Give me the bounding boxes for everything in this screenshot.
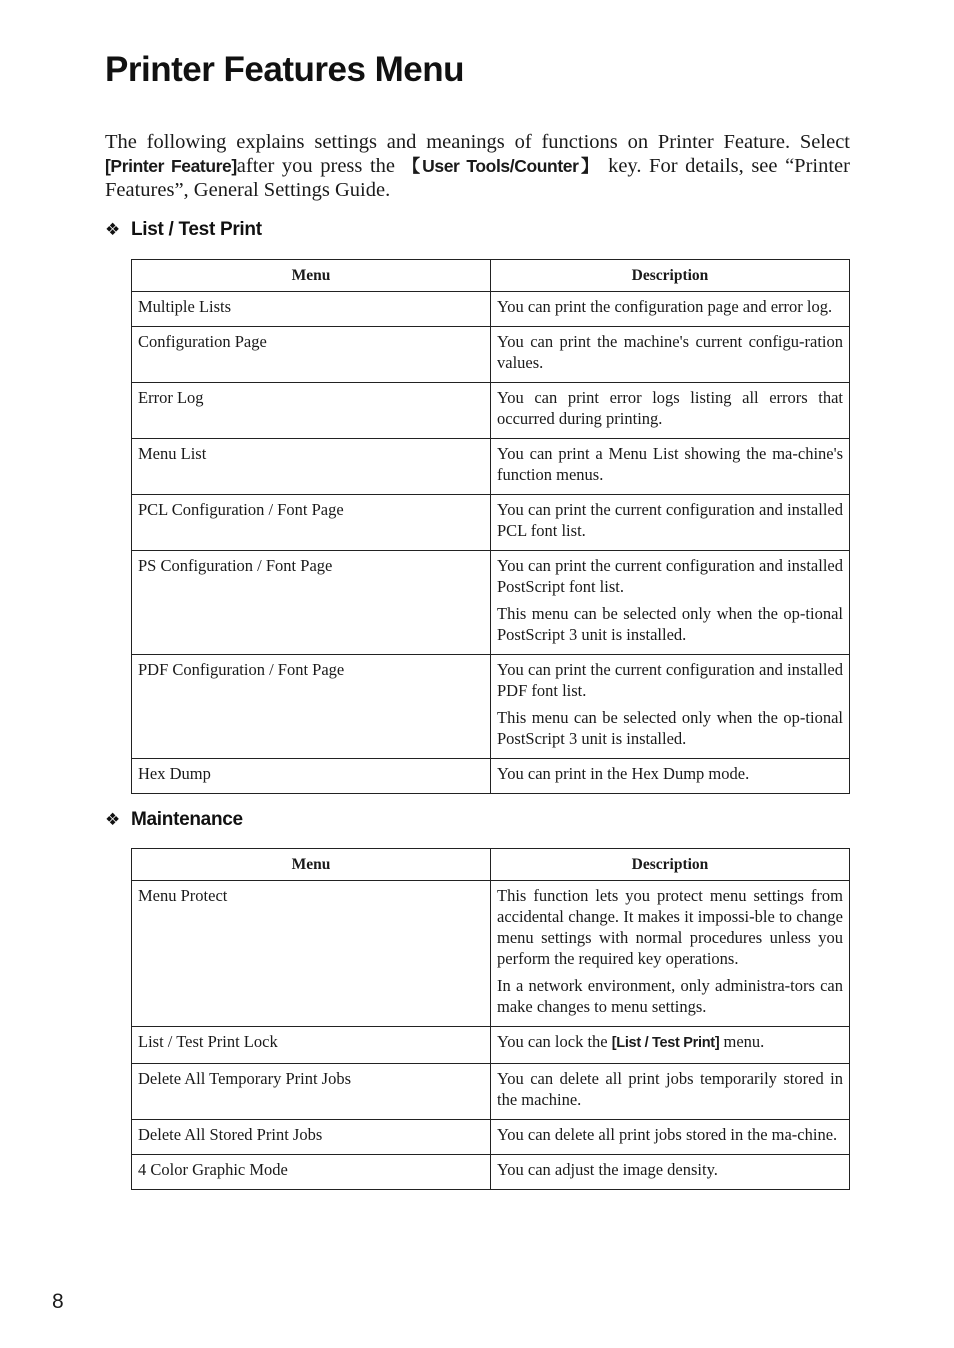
intro-text-1: The following explains settings and meanings of functions on Printer Feature. Select	[105, 131, 850, 153]
description-text: You can adjust the image density.	[497, 1160, 718, 1179]
section-heading-maintenance	[105, 809, 243, 831]
column-header-menu: Menu	[132, 849, 491, 881]
description-cell	[491, 1064, 850, 1120]
description-text: You can print a Menu List showing the ma-chine's function menus.	[497, 444, 843, 484]
section-heading-label: Maintenance	[131, 809, 243, 830]
menu-cell: PCL Configuration / Font Page	[132, 495, 491, 551]
description-text: This function lets you protect menu settings from accidental change. It makes it impossi-ble to change menu settings with normal procedures unless you perform the required key operations.	[497, 886, 843, 968]
description-text: You can print the current configuration and installed PDF font list.	[497, 660, 843, 700]
page-number: 8	[52, 1290, 64, 1313]
description-text: You can delete all print jobs stored in the ma-chine.	[497, 1125, 838, 1144]
column-header-description: Description	[491, 260, 850, 292]
description-cell	[491, 1120, 850, 1155]
table-row	[132, 1064, 850, 1120]
description-text: You can print the current configuration and installed PostScript font list.	[497, 556, 843, 596]
printer-feature-key-label: [Printer Feature]	[105, 156, 237, 176]
table-row	[132, 881, 850, 1027]
user-tools-counter-key-label: 【User Tools/Counter】	[402, 156, 601, 176]
description-text	[497, 1031, 843, 1054]
table-header-row	[132, 849, 850, 881]
description-text: You can print the configuration page and error log.	[497, 297, 833, 316]
menu-cell: Delete All Temporary Print Jobs	[132, 1064, 491, 1120]
description-cell	[491, 1027, 850, 1064]
description-cell	[491, 383, 850, 439]
list-test-print-key-label: [List / Test Print]	[611, 1035, 720, 1051]
column-header-menu: Menu	[132, 260, 491, 292]
description-cell	[491, 327, 850, 383]
menu-cell: PS Configuration / Font Page	[132, 551, 491, 655]
intro-paragraph	[105, 130, 850, 202]
menu-cell: 4 Color Graphic Mode	[132, 1155, 491, 1190]
column-header-description: Description	[491, 849, 850, 881]
menu-cell: Delete All Stored Print Jobs	[132, 1120, 491, 1155]
table-row	[132, 292, 850, 327]
section-heading-label: List / Test Print	[131, 219, 262, 240]
table-row	[132, 439, 850, 495]
description-text: You can print in the Hex Dump mode.	[497, 764, 750, 783]
description-cell	[491, 551, 850, 655]
description-cell	[491, 881, 850, 1027]
description-cell	[491, 655, 850, 759]
table-row	[132, 1120, 850, 1155]
menu-cell: List / Test Print Lock	[132, 1027, 491, 1064]
description-text: You can print the current configuration and installed PCL font list.	[497, 500, 843, 540]
table-row	[132, 1027, 850, 1064]
table-row	[132, 383, 850, 439]
intro-text-3: key. For details, see “Printer Features”, General Settings Guide.	[105, 155, 850, 201]
table-header-row	[132, 260, 850, 292]
description-note: In a network environment, only administra-tors can make changes to menu settings.	[497, 976, 843, 1016]
list-test-print-table	[131, 259, 850, 794]
description-note: This menu can be selected only when the op-tional PostScript 3 unit is installed.	[497, 604, 843, 644]
table-row	[132, 655, 850, 759]
description-cell	[491, 759, 850, 794]
description-note: This menu can be selected only when the op-tional PostScript 3 unit is installed.	[497, 708, 843, 748]
menu-cell: Menu List	[132, 439, 491, 495]
table-row	[132, 759, 850, 794]
menu-cell: Error Log	[132, 383, 491, 439]
diamond-bullet-icon: ❖	[105, 220, 120, 239]
intro-text-2: after you press the	[236, 155, 403, 177]
table-row	[132, 1155, 850, 1190]
description-cell	[491, 439, 850, 495]
description-text-post: menu.	[719, 1032, 765, 1051]
menu-cell: PDF Configuration / Font Page	[132, 655, 491, 759]
description-text: You can delete all print jobs temporarily stored in the machine.	[497, 1069, 843, 1109]
menu-cell: Multiple Lists	[132, 292, 491, 327]
table-row	[132, 551, 850, 655]
menu-cell: Menu Protect	[132, 881, 491, 1027]
section-heading-list-test-print	[105, 219, 262, 241]
table-row	[132, 495, 850, 551]
menu-cell: Configuration Page	[132, 327, 491, 383]
description-text: You can print error logs listing all errors that occurred during printing.	[497, 388, 843, 428]
description-cell	[491, 1155, 850, 1190]
maintenance-table	[131, 848, 850, 1190]
description-text-pre: You can lock the	[497, 1032, 612, 1051]
description-text: You can print the machine's current configu-ration values.	[497, 332, 843, 372]
menu-cell: Hex Dump	[132, 759, 491, 794]
description-cell	[491, 495, 850, 551]
page-title: Printer Features Menu	[105, 50, 465, 89]
diamond-bullet-icon: ❖	[105, 810, 120, 829]
description-cell	[491, 292, 850, 327]
table-row	[132, 327, 850, 383]
